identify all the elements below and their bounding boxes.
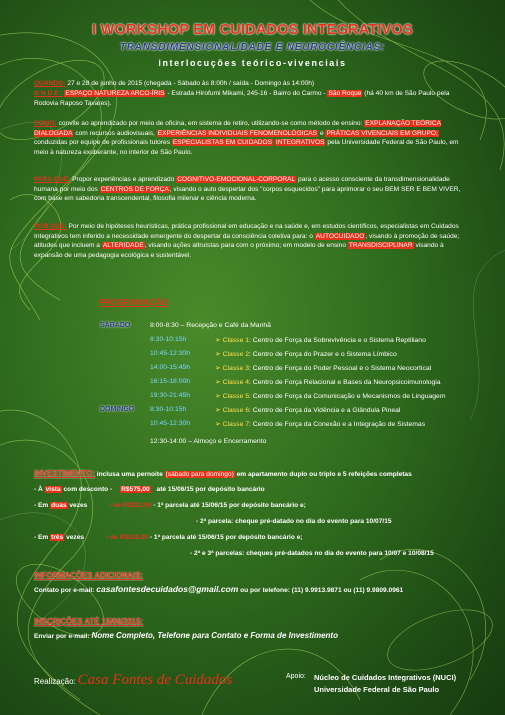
paraque-highlight-2: CENTROS DE FORÇA (100, 185, 169, 193)
footer-apoio-line1: Núcleo de Cuidados Integrativos (NUCI) (314, 673, 457, 682)
price-row: - 2ª e 3ª parcelas: cheques pré-datados no dia do evento para 10/07 e 10/08/15 (190, 550, 434, 557)
schedule-time: 16:15-18:00h (150, 378, 191, 385)
inscricoes-label: INSCRIÇÕES ATÉ 15/06/2015: (34, 617, 144, 626)
contact-row: Contato por e-mail: casafontesdecuidados@gmail.com ou por telefone: (11) 9.9913.9871 ou (11) 9.9809.0961 (34, 584, 404, 594)
paraque-text1: Propor experiências e aprendizado (72, 176, 175, 183)
schedule-text: : Centro de Força do Poder Pessoal e o Sistema Neocortical (249, 365, 432, 372)
schedule-row (150, 438, 266, 445)
onde-city: São Roque (328, 90, 362, 97)
porque-text2: especialistas em Cuidados Integrativos tem inferido a necessidade emergente do despertar da consciência coletiva para: o (34, 223, 459, 240)
como-highlight-4: ESPECIALISTAS EM CUIDADOS (172, 139, 273, 147)
schedule-row (150, 378, 190, 385)
programacao-title: PROGRAMAÇÃO (99, 297, 169, 307)
paraque-label: PARA QUE: (34, 176, 71, 183)
schedule-text: : Centro de Força da Conexão e a Integração de Sistemas (249, 421, 426, 428)
footer-apoio-line2: Universidade Federal de São Paulo (314, 685, 440, 694)
quando-label: QUANDO: (34, 80, 66, 87)
como-section (34, 119, 474, 157)
schedule-text: : Centro de Força da Comunicação e Mecanismos de Linguagem (249, 393, 446, 400)
schedule-time: 19:30-21:45h (150, 392, 191, 399)
porque-text3: , visando à promoção de saúde; atitudes que incluem a (34, 232, 460, 250)
schedule-time: 8:30-10:15h (150, 406, 187, 413)
schedule-row (215, 350, 397, 358)
schedule-time: 10:45-12:30h (150, 350, 191, 357)
onde-place: ESPAÇO NATUREZA ARCO-ÍRIS (65, 90, 165, 97)
quando-text: 27 e 28 de junho de 2015 (chegada - Sábado às 8:00h / saída - Domingo às 14:00h) (67, 80, 315, 87)
schedule-row (215, 378, 441, 386)
schedule-row (150, 336, 186, 343)
schedule-row (215, 406, 400, 414)
paraque-text4: , visando o auto despertar dos "corpos esquecidos" para (169, 185, 335, 193)
paraque-highlight-1: COGNITIVO-EMOCIONAL-CORPORAL (177, 176, 296, 183)
schedule-text: – Almoço e Encerramento (188, 438, 267, 445)
onde-label: O N D E : (34, 90, 63, 97)
schedule-class: ➢ Classe 1 (215, 337, 250, 344)
price-row: - Em duas vezes - de R$323,00 - 1ª parcela até 15/06/15 por depósito bancário e; (34, 502, 306, 509)
inscricoes-section (34, 617, 143, 626)
informacoes-label: INFORMAÇÕES ADICIONAIS: (34, 571, 143, 580)
onde-text3: de São Paulo pela Rodovia Raposo Tavares). (34, 90, 450, 107)
como-highlight-2: EXPERIÊNCIAS INDIVIDUAIS FENOMENOLÓGICAS (157, 129, 318, 137)
footer-realizacao: Realização: Casa Fontes de Cuidados (34, 672, 233, 688)
como-highlight-5: INTEGRATIVOS (275, 139, 325, 147)
schedule-text: : Centro de Força da Vidência e a Glândula Pineal (249, 407, 401, 414)
page-subtitle-2: interlocuções teórico-vivenciais (158, 58, 347, 68)
schedule-row (150, 350, 190, 357)
como-text5: pela Universidade Federal de São Paulo, em meio à natureza exuberante, no interior de São Paulo. (34, 139, 459, 156)
como-label: COMO: (34, 120, 57, 127)
page-title: I WORKSHOP EM CUIDADOS INTEGRATIVOS (92, 22, 413, 38)
schedule-text: – Recepção e Café da Manhã (180, 322, 271, 329)
schedule-class: ➢ Classe 2 (215, 351, 250, 358)
inscricoes-row: Enviar por e-mail: Nome Completo, Telefone para Contato e Forma de Investimento (34, 631, 338, 640)
price-row: - 2ª parcela: cheque pré-datado no dia do evento para 10/07/15 (196, 518, 392, 525)
investimento-header: INVESTIMENTO: inclusa uma pernoite (sábado para domingo) em apartamento duplo ou triplo e 5 refeições completas (34, 469, 412, 478)
como-highlight-1: EXPLANAÇÃO TEÓRICA DIALOGADA (34, 120, 441, 137)
day-label-domingo: DOMINGO (100, 406, 135, 413)
schedule-time: 14:00-15:45h (150, 364, 191, 371)
brand-logo-text: Casa Fontes de Cuidados (77, 672, 233, 688)
schedule-row (215, 364, 431, 372)
schedule-class: ➢ Classe 5 (215, 393, 250, 400)
como-text2: com recursos audiovisuais, (75, 129, 155, 137)
paraque-text5: aprimorar o seu BEM SER E BEM VIVER, com base em sabedoria transcendental, filosofia milenar e ciência moderna. (34, 185, 461, 203)
como-text4: conduzidas por equipe de profissionais tutores (34, 139, 170, 147)
schedule-text: : Centro de Força da Sobrevivência e o Sistema Reptiliano (249, 337, 426, 344)
porque-text5: em modelo de ensino (282, 242, 346, 250)
porque-label: POR QUE: (34, 223, 67, 230)
schedule-text: : Centro de Força Relacional e Bases da Neuropsicoimunologia (249, 379, 441, 386)
como-text3: e (319, 129, 324, 137)
email-link[interactable]: casafontesdecuidados@gmail.com (96, 584, 239, 594)
schedule-row (150, 392, 190, 399)
paraque-text3: transdimensionalidade humana por meio dos (34, 176, 450, 193)
como-highlight-3: PRÁTICAS VIVENCIAIS EM GRUPO; (326, 129, 438, 137)
paraque-text2: para o acesso consciente da (298, 176, 382, 183)
porque-text6: visando à expansão de uma pedagogia ecológica e sustentável. (34, 242, 444, 259)
schedule-row (150, 420, 190, 427)
schedule-class: ➢ Classe 4 (215, 379, 250, 386)
page-subtitle: TRANSDIMENSIONALIDADE E NEUROCIÊNCIAS: (119, 42, 386, 53)
schedule-row (150, 364, 190, 371)
price-row: - À vista com desconto - R$575,00 até 15/06/15 por depósito bancário (34, 486, 265, 493)
schedule-row (215, 392, 446, 400)
schedule-row (150, 322, 271, 329)
schedule-class: ➢ Classe 7 (215, 421, 250, 428)
schedule-row (215, 336, 426, 344)
como-text1: convite ao aprendizado por meio de oficina, em sistema de retiro, utilizando-se como método de ensino: (58, 120, 363, 127)
schedule-class: ➢ Classe 6 (215, 407, 250, 414)
onde-text: - Estrada Hirofumi Mikami, 245-16 - Bairro do Carmo - (167, 90, 326, 97)
porque-text4: , visando ações altruístas para com o próximo; (144, 242, 282, 250)
porque-text1: Por meio de hipóteses heurísticas, prática profissional em educação e na saúde e, em estudos científicos, (68, 223, 379, 230)
schedule-time: 8:30-10:15h (150, 336, 187, 343)
day-label-sabado: SÁBADO (100, 322, 131, 329)
schedule-row (150, 406, 186, 413)
quando-section (34, 79, 474, 89)
porque-highlight-1: AUTOCUIDADO (315, 232, 365, 240)
phone-numbers: (11) 9.9913.9871 ou (11) 9.9809.0961 (291, 587, 404, 594)
schedule-class: ➢ Classe 3 (215, 365, 250, 372)
price-row: - Em três vezes - de R$242,00 - 1ª parcela até 15/06/15 por depósito bancário e; (34, 534, 303, 541)
onde-text2: (há 40 km (364, 90, 394, 97)
schedule-row (215, 420, 425, 428)
schedule-text: : Centro de Força do Prazer e o Sistema Límbico (249, 351, 397, 358)
porque-highlight-2: ALTERIDADE (102, 242, 144, 250)
porque-section (34, 222, 474, 260)
investimento-label: INVESTIMENTO: (34, 469, 95, 478)
schedule-time: 8:00-8:30 (150, 322, 179, 329)
paraque-section (34, 175, 474, 204)
schedule-time: 10:45-12:30h (150, 420, 191, 427)
schedule-time: 12:30-14:00 (150, 438, 187, 445)
footer-apoio: Apoio: (286, 673, 306, 680)
onde-section (34, 89, 474, 108)
porque-highlight-3: TRANSDISCIPLINAR (348, 242, 413, 250)
informacoes-section (34, 571, 143, 580)
